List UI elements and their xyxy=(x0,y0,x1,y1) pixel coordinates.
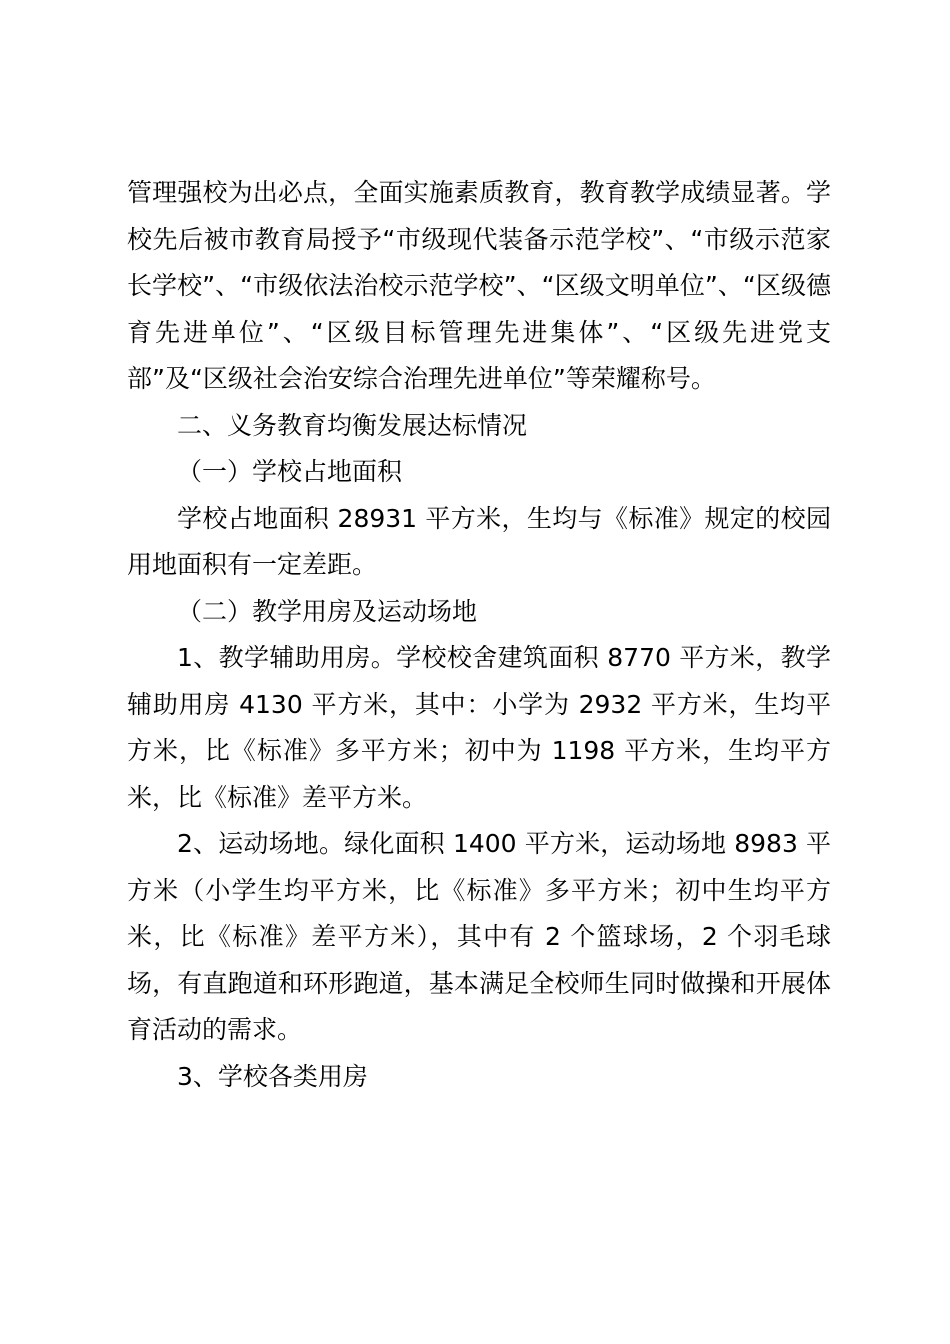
subsection-heading-rooms: （二）教学用房及运动场地 xyxy=(177,596,478,626)
document-body xyxy=(127,170,831,1100)
paragraph-room-types: 3、学校各类用房 xyxy=(177,1061,368,1091)
paragraph-teaching-rooms: 1、教学辅助用房。学校校舍建筑面积 8770 平方米，教学辅助用房 4130 平方米，其中：小学为 2932 平方米，生均平方米，比《标准》多平方米；初中为 1198 平方米，生均平方米，比《标准》差平方米。 xyxy=(127,643,831,812)
subsection-heading-land: （一）学校占地面积 xyxy=(177,457,403,486)
paragraph-land-area: 学校占地面积 28931 平方米，生均与《标准》规定的校园用地面积有一定差距。 xyxy=(127,503,831,579)
section-heading-2: 二、义务教育均衡发展达标情况 xyxy=(177,410,528,440)
paragraph-sports-field: 2、运动场地。绿化面积 1400 平方米，运动场地 8983 平方米（小学生均平方米，比《标准》多平方米；初中生均平方米，比《标准》差平方米），其中有 2 个篮球场，2 个羽毛球场，有直跑道和环形跑道，基本满足全校师生同时做操和开展体育活动的需求。 xyxy=(127,829,831,1044)
paragraph-intro: 管理强校为出必点，全面实施素质教育，教育教学成绩显著。学校先后被市教育局授予“市级现代装备示范学校”、“市级示范家长学校”、“市级依法治校示范学校”、“区级文明单位”、“区级德育先进单位”、“区级目标管理先进集体”、“区级先进党支部”及“区级社会治安综合治理先进单位”等荣耀称号。 xyxy=(127,178,831,393)
